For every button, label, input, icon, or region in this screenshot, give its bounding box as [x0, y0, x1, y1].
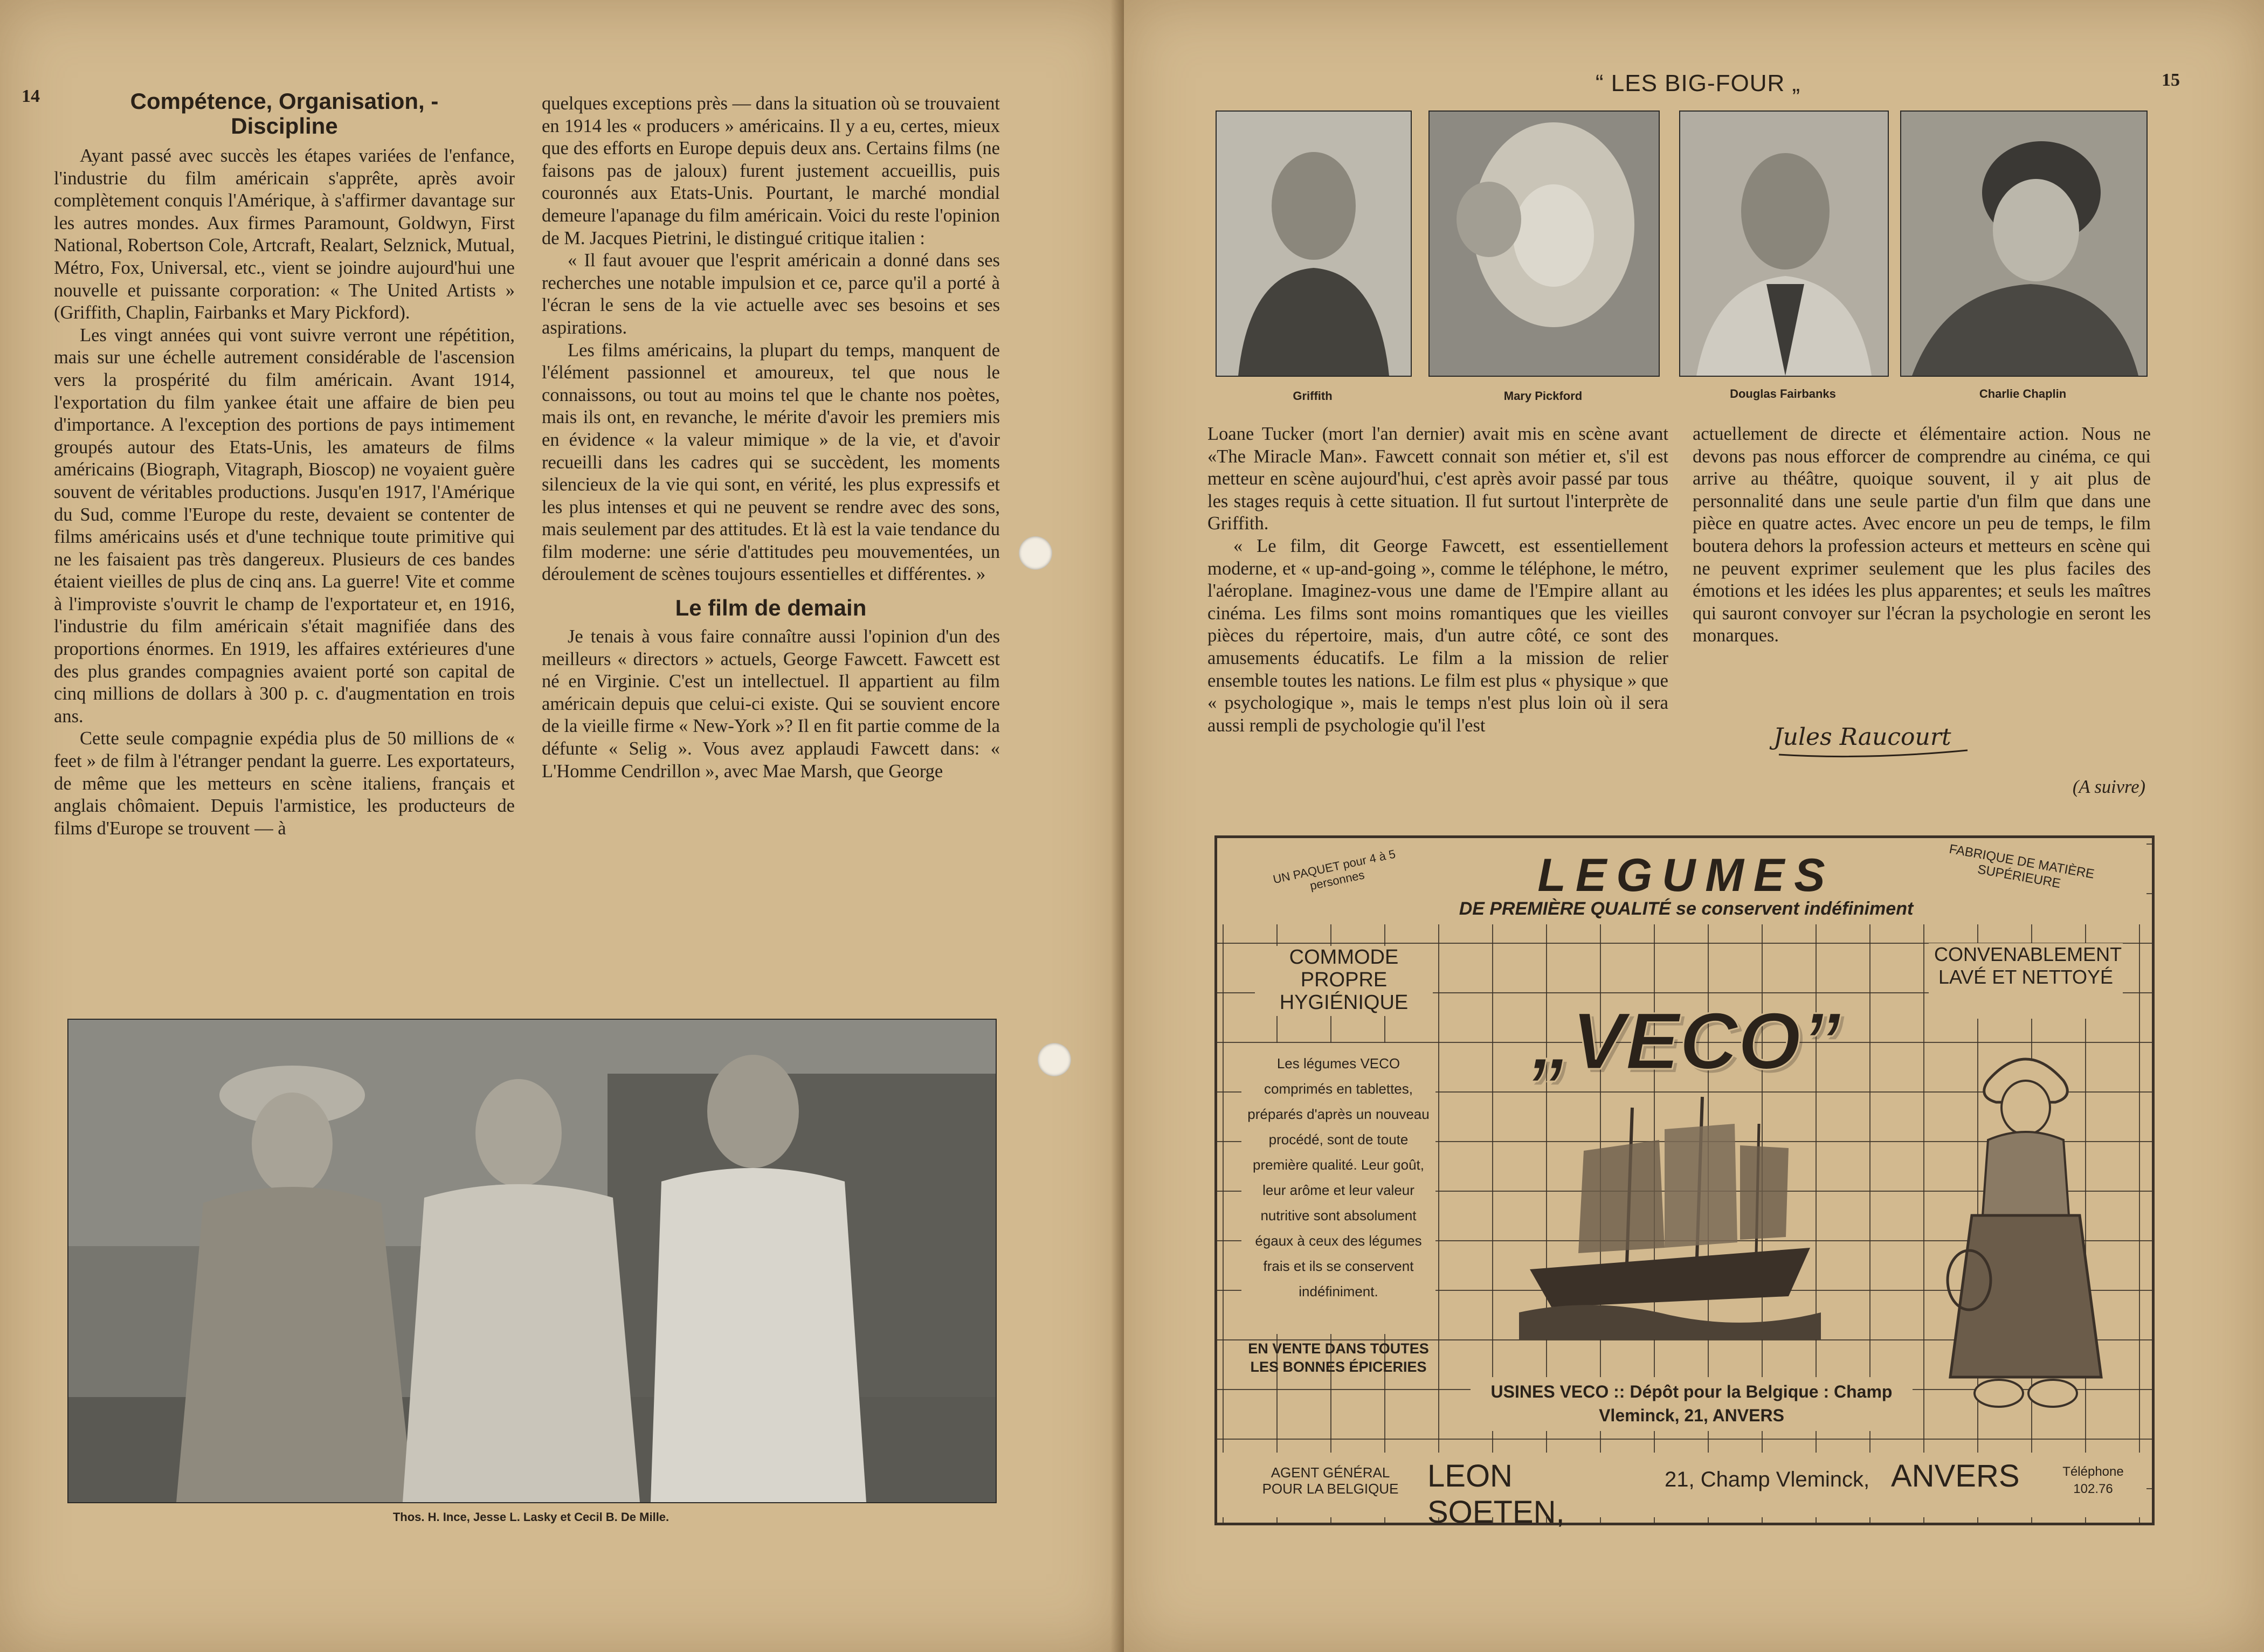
portrait-photo: [1428, 110, 1660, 377]
portrait-image: [1680, 112, 1888, 376]
ad-agent-label: AGENT GÉNÉRAL POUR LA BELGIQUE: [1262, 1464, 1399, 1497]
ad-right-claim: CONVENABLEMENT LAVÉ ET NETTOYÉ: [1934, 943, 2122, 988]
column-right: [542, 93, 1000, 783]
paragraph: « Le film, dit George Fawcett, est essentiellement moderne, et « up-and-going », comme le téléphone, le métro, l'aéroplane. Imaginez-vous une dame de l'Empire allant au cinéma. Les films sont moins romantiques que les vieilles pièces du répertoire, mais, d'un autre côté, ce sont des amusements éducatifs. Le film a la mission de relier ensemble toutes les nations. Le film est plus « physique » que « psychologique », mais le temps n'est plus loin où il sera aussi rempli de psychologie qu'il l'est: [1207, 535, 1668, 736]
to-be-continued: (A suivre): [2072, 777, 2145, 797]
binder-hole: [1038, 1043, 1071, 1076]
running-head: “ LES BIG-FOUR „: [1595, 70, 1801, 96]
portrait-caption: Mary Pickford: [1503, 389, 1583, 403]
paragraph: Les vingt années qui vont suivre verront une répétition, mais sur une échelle autrement considérable de l'ascension vers la prospérité du film américain. Avant 1914, l'exportation du film yankee était une affaire de bien peu d'importance. A l'exception des portions de pays intimement groupés autour des Etats-Unis, les amateurs de films américains (Biograph, Vitagraph, Bioscop) ne voyaient guère souvent de véritables productions. Jusqu'en 1917, l'Amérique du Sud, comme l'Europe du reste, devaient se contenter de films américains usés et d'une technique toute primitive qui ne les faisaient pas très dangereux. Plusieurs de ces bandes étaient vieilles de plus de cinq ans. La guerre! Vite et comme à l'improviste s'ouvrit le champ de l'exportateur et, en 1916, l'industrie du film américain s'était magnifiée dans des proportions énormes. En 1919, les affaires extérieures d'une des plus grandes compagnies avaient porté son capital de cinq millions de dollars à 300 p. c. d'augmentation en trois ans.: [54, 324, 515, 727]
portrait-photo: [1216, 110, 1412, 377]
dutch-girl-illustration: [1939, 1043, 2112, 1420]
signature-image: [1768, 711, 1984, 771]
ad-depot: USINES VECO :: Dépôt pour la Belgique : Champ Vleminck, 21, ANVERS: [1490, 1382, 1893, 1425]
column-right: [1693, 423, 2151, 647]
portrait-image: [1901, 112, 2146, 376]
veco-advertisement: [1214, 835, 2155, 1530]
ad-sales: EN VENTE DANS TOUTES LES BONNES ÉPICERIES: [1248, 1340, 1429, 1375]
portrait-caption: Charlie Chaplin: [1979, 387, 2067, 400]
subheading: Le film de demain: [675, 595, 867, 621]
left-page: [0, 0, 1124, 1652]
ad-brand: „VECO”: [1531, 996, 1841, 1086]
ad-agent-address: 21, Champ Vleminck,: [1665, 1468, 1870, 1491]
column-left: [54, 89, 515, 840]
portrait-caption: Douglas Fairbanks: [1730, 387, 1836, 400]
ad-agent-name: LEON SOETEN,: [1427, 1459, 1565, 1530]
signature-text: Jules Raucourt: [1773, 723, 1951, 751]
ad-corner-left: UN PAQUET pour 4 à 5 personnes: [1272, 847, 1397, 893]
portrait-caption: Griffith: [1293, 389, 1333, 403]
photo-caption: Thos. H. Ince, Jesse L. Lasky et Cecil B. De Mille.: [392, 1510, 669, 1524]
paragraph: quelques exceptions près — dans la situation où se trouvaient en 1914 les « producers » américains. Il y a eu, certes, mieux que des efforts en Europe depuis deux ans. Certains films (ne faisons pas de jaloux) furent justement accueillis, puis couronnés aux Etats-Unis. Pourtant, le marché mondial demeure l'apanage du film américain. Voici du reste l'opinion de M. Jacques Pietrini, le distingué critique italien :: [542, 93, 1000, 248]
ad-headline: LEGUMES: [1537, 849, 1835, 901]
ad-left-claim: COMMODE PROPRE HYGIÉNIQUE: [1279, 946, 1409, 1014]
paragraph: Loane Tucker (mort l'an dernier) avait mis en scène avant «The Miracle Man». Fawcett connait son métier et, s'il est metteur en scène aujourd'hui, c'est après avoir passé par tous les stages requis à cette situation. Il fut surtout l'interprète de Griffith.: [1207, 424, 1668, 534]
page-number: 14: [22, 86, 40, 106]
group-photo: [67, 1019, 997, 1503]
ship-illustration: [1519, 1086, 1821, 1339]
ad-phone: Téléphone 102.76: [2062, 1464, 2124, 1496]
binder-hole: [1019, 536, 1052, 570]
paragraph: Je tenais à vous faire connaître aussi l'opinion d'un des meilleurs « directors » actuels, George Fawcett. Fawcett est né en Virginie. C'est un intellectuel. Il appartient au film américain depuis que celui-ci existe. Qui se souvient encore de la vieille firme « New-York »? Il en fit partie comme de la défunte « Selig ». Vous avez applaudi Fawcett dans: « L'Homme Cendrillon », avec Mae Marsh, que George: [542, 626, 1000, 782]
ad-description: Les légumes VECO comprimés en tablettes, préparés d'après un nouveau procédé, sont de toute première qualité. Leur goût, leur arôme et leur valeur nutritive sont absolument égaux à ceux des légumes frais et ils se conservent indéfiniment.: [1247, 1055, 1430, 1300]
portrait-image: [1217, 112, 1411, 376]
portrait-photo: [1679, 110, 1889, 377]
column-left: [1207, 423, 1668, 737]
paragraph: Les films américains, la plupart du temps, manquent de l'élément passionnel et amoureux, tel que nous le connaissons, ou tout au moins tel que le chante nos poètes, mais ils ont, en revanche, le mérite d'avoir les premiers mis en évidence « la valeur mimique » de la vie, et d'avoir recueilli dans les cadres qui se succèdent, les moments silencieux de la vie qui sont, en vérité, les plus expressifs et les plus intenses et qui ne peuvent se rendre avec des sons, mais seulement par des attitudes. Et là est la vaie tendance du film moderne: une série d'attitudes peu mouvementées, un déroulement de scènes toujours essentielles et différentes. »: [542, 340, 1000, 585]
group-photo-image: [68, 1020, 996, 1502]
page-number: 15: [2162, 70, 2180, 90]
paragraph: Ayant passé avec succès les étapes variées de l'enfance, l'industrie du film américain s'apprête, après avoir complètement conquis l'Amérique, à s'affirmer davantage sur les autres mondes. Aux firmes Paramount, Goldwyn, First National, Robertson Cole, Artcraft, Realart, Selznick, Mutual, Métro, Fox, Universal, etc., vient se joindre aujourd'hui une nouvelle et puissante corporation: « The United Artists » (Griffith, Chaplin, Fairbanks et Mary Pickford).: [54, 146, 515, 323]
paragraph: « Il faut avouer que l'esprit américain a donné dans ses recherches une notable impulsion et ce, parce qu'il a porté à l'écran le sens de la vie actuelle avec ses besoins et ses aspirations.: [542, 250, 1000, 338]
ad-corner-right: FABRIQUE DE MATIÈRE SUPÉRIEURE: [1948, 841, 2096, 891]
paragraph: actuellement de directe et élémentaire action. Nous ne devons pas nous efforcer de comprendre au cinéma, ce qui arrive au théâtre, quoique souvent, il y ait plus de personnalité dans une seule partie d'un film que dans une pièce en quatre actes. Avec encore un peu de temps, le film boutera dehors la profession acteurs et metteurs en scène qui ne peuvent exprimer seulement que les plus faciles des émotions et les idées les plus apparentes; et seuls les maîtres qui sauront convoyer sur l'écran la psychologie en seront les monarques.: [1693, 424, 2151, 646]
portrait-image: [1430, 112, 1659, 376]
author-signature: [1768, 711, 1984, 771]
ad-agent-city: ANVERS: [1891, 1459, 2020, 1494]
portrait-photo: [1900, 110, 2148, 377]
ad-subheadline: DE PREMIÈRE QUALITÉ se conservent indéfiniment: [1459, 898, 1914, 919]
paragraph: Cette seule compagnie expédia plus de 50 millions de « feet » de film à l'étranger pendant la guerre. Les exportateurs, de même que les metteurs en scène italiens, français et anglais chômaient. Depuis l'armistice, les producteurs de films d'Europe se trouvent — à: [54, 728, 515, 839]
article-heading: Compétence, Organisation, - Discipline: [130, 88, 439, 139]
